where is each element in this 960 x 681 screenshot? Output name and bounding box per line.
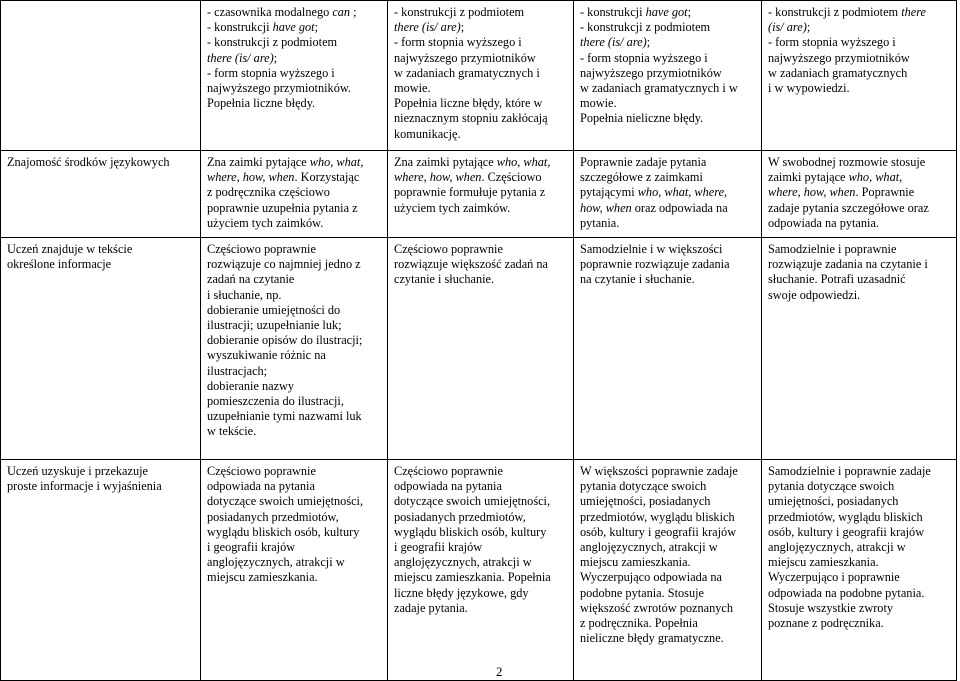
cell-text-line: - konstrukcji z podmiotem [207, 35, 338, 50]
cell-text-line: anglojęzycznych, atrakcji w [207, 555, 345, 570]
cell-text-line: czytanie i słuchanie. [394, 272, 495, 287]
cell-text-line: dobieranie opisów do ilustracji; [207, 333, 363, 348]
grade-description-cell [201, 460, 388, 681]
cell-text-line: Częściowo poprawnie [207, 242, 316, 256]
cell-text-line: - konstrukcji z podmiotem there [768, 5, 927, 19]
cell-text-line: where, how, when. Poprawnie [768, 185, 915, 200]
cell-text-line: rozwiązuje zadania na czytanie i [768, 257, 928, 272]
cell-text-line: anglojęzycznych, atrakcji w [394, 555, 532, 570]
cell-text-line: odpowiada na pytania [207, 479, 315, 494]
grade-description-cell [201, 151, 388, 238]
grade-description-cell [388, 238, 574, 460]
cell-text-line: rozwiązuje większość zadań na [394, 257, 548, 272]
cell-text-line: - form stopnia wyższego i [580, 50, 708, 65]
cell-text-line: swoje odpowiedzi. [768, 287, 861, 302]
cell-text-line: Popełnia liczne błędy. [207, 96, 316, 111]
cell-text-line: Znajomość środków językowych [7, 155, 170, 169]
cell-text-line: i słuchanie, np. [207, 287, 282, 302]
cell-text-line: dobieranie nazwy [207, 378, 295, 393]
cell-text-line: - konstrukcji have got; [580, 5, 692, 19]
cell-text-line: określone informacje [7, 257, 112, 272]
cell-text-line: Popełnia nieliczne błędy. [580, 111, 704, 126]
cell-text-line: poprawnie formułuje pytania z [394, 185, 546, 200]
cell-text-line: how, when oraz odpowiada na [580, 200, 728, 215]
cell-text-line: Wyczerpująco odpowiada na [580, 570, 722, 585]
grade-description-cell [574, 238, 762, 460]
cell-text-line: poprawnie rozwiązuje zadania [580, 257, 730, 272]
cell-text-line: rozwiązuje co najmniej jedno z [207, 257, 361, 272]
cell-text-line: Samodzielnie i w większości [580, 242, 723, 256]
cell-text-line: odpowiada na pytania [394, 479, 502, 494]
cell-text-line: w zadaniach gramatycznych i [394, 65, 540, 80]
cell-text-line: słuchanie. Potrafi uzasadnić [768, 272, 906, 287]
cell-text-line: nieliczne błędy gramatyczne. [580, 631, 724, 646]
cell-text-line: przedmiotów, wyglądu bliskich [768, 509, 923, 524]
grade-description-cell [574, 1, 762, 151]
cell-text-line: odpowiada na podobne pytania. [768, 585, 925, 600]
cell-text-line: pytania. [580, 215, 620, 230]
cell-text-line: there (is/ are); [207, 50, 278, 65]
cell-text-line: anglojęzycznych, atrakcji w [768, 540, 906, 555]
cell-text-line: Częściowo poprawnie [394, 242, 503, 256]
cell-text-line: najwyższego przymiotników. [207, 81, 351, 96]
cell-text-line: liczne błędy językowe, gdy [394, 585, 529, 600]
cell-text-line: dotyczące swoich umiejętności, [394, 494, 551, 509]
page-number: 2 [496, 664, 503, 679]
cell-text-line: umiejętności, posiadanych [768, 494, 899, 509]
cell-text-line: (is/ are); [768, 20, 811, 35]
cell-text-line: Stosuje wszystkie zwroty [768, 600, 894, 615]
cell-text-line: z podręcznika częściowo [207, 185, 330, 200]
cell-text-line: Uczeń uzyskuje i przekazuje [7, 464, 148, 478]
cell-text-line: osób, kultury i geografii krajów [768, 524, 925, 539]
cell-text-line: - form stopnia wyższego i [768, 35, 896, 50]
cell-text-line: umiejętności, posiadanych [580, 494, 711, 509]
criterion-cell [1, 460, 201, 681]
cell-text-line: w zadaniach gramatycznych [768, 65, 908, 80]
cell-text-line: w zadaniach gramatycznych i w [580, 81, 738, 96]
cell-text-line: Zna zaimki pytające who, what, [207, 155, 364, 169]
cell-text-line: mowie. [394, 81, 431, 96]
criterion-cell [1, 151, 201, 238]
cell-text-line: Poprawnie zadaje pytania [580, 155, 707, 169]
cell-text-line: komunikację. [394, 126, 461, 141]
cell-text-line: odpowiada na pytania. [768, 215, 879, 230]
cell-text-line: i w wypowiedzi. [768, 81, 850, 96]
cell-text-line: z podręcznika. Popełnia [580, 616, 698, 631]
cell-text-line: posiadanych przedmiotów, [394, 509, 526, 524]
cell-text-line: zadaje pytania. [394, 600, 468, 615]
cell-text-line: anglojęzycznych, atrakcji w [580, 540, 718, 555]
cell-text-line: dobieranie umiejętności do [207, 302, 341, 317]
cell-text-line: proste informacje i wyjaśnienia [7, 479, 162, 494]
grade-description-cell [388, 1, 574, 151]
cell-text-line: - form stopnia wyższego i [207, 65, 335, 80]
cell-text-line: uzupełnianie tymi nazwami luk [207, 409, 362, 424]
cell-text-line: where, how, when. Częściowo [394, 170, 542, 185]
cell-text-line: pytającymi who, what, where, [580, 185, 728, 200]
cell-text-line: Częściowo poprawnie [394, 464, 503, 478]
cell-text-line: wyglądu bliskich osób, kultury [207, 524, 360, 539]
cell-text-line: i geografii krajów [207, 540, 296, 555]
cell-text-line: there (is/ are); [580, 35, 651, 50]
cell-text-line: there (is/ are); [394, 20, 465, 35]
grade-description-cell [762, 151, 957, 238]
cell-text-line: Wyczerpująco i poprawnie [768, 570, 900, 585]
cell-text-line: wyglądu bliskich osób, kultury [394, 524, 547, 539]
grade-description-cell [574, 460, 762, 681]
cell-text-line: wyszukiwanie różnic na [207, 348, 326, 363]
grade-description-cell [388, 151, 574, 238]
table-row [1, 1, 957, 151]
cell-text-line: nieznacznym stopniu zakłócają [394, 111, 548, 126]
cell-text-line: najwyższego przymiotników [768, 50, 910, 65]
table-row [1, 151, 957, 238]
cell-text-line: - konstrukcji z podmiotem [394, 5, 525, 19]
cell-text-line: zaimki pytające who, what, [768, 170, 903, 185]
cell-text-line: ilustracjach; [207, 363, 268, 378]
grade-description-cell [574, 151, 762, 238]
cell-text-line: podobne pytania. Stosuje [580, 585, 704, 600]
cell-text-line: Popełnia liczne błędy, które w [394, 96, 543, 111]
cell-text-line: najwyższego przymiotników [580, 65, 722, 80]
cell-text-line: miejscu zamieszkania. Popełnia [394, 570, 551, 585]
cell-text-line: Samodzielnie i poprawnie [768, 242, 897, 256]
cell-text-line: przedmiotów, wyglądu bliskich [580, 509, 735, 524]
cell-text-line: zadań na czytanie [207, 272, 295, 287]
cell-text-line: pomieszczenia do ilustracji, [207, 394, 344, 409]
cell-text-line: pytania dotyczące swoich [768, 479, 895, 494]
cell-text-line: - konstrukcji z podmiotem [580, 20, 711, 35]
cell-text-line: Uczeń znajduje w tekście [7, 242, 133, 256]
criterion-cell [1, 1, 201, 151]
cell-text-line: użyciem tych zaimków. [394, 200, 511, 215]
grade-description-cell [201, 238, 388, 460]
cell-text-line: miejscu zamieszkania. [207, 570, 318, 585]
cell-text-line: miejscu zamieszkania. [580, 555, 691, 570]
cell-text-line: Zna zaimki pytające who, what, [394, 155, 551, 169]
cell-text-line: poprawnie uzupełnia pytania z [207, 200, 358, 215]
cell-text-line: większość zwrotów poznanych [580, 600, 733, 615]
grade-description-cell [388, 460, 574, 681]
criterion-cell [1, 238, 201, 460]
grade-description-cell [762, 1, 957, 151]
cell-text-line: W większości poprawnie zadaje [580, 464, 738, 478]
cell-text-line: szczegółowe z zaimkami [580, 170, 703, 185]
cell-text-line: - czasownika modalnego can ; [207, 5, 357, 19]
cell-text-line: poznane z podręcznika. [768, 616, 884, 631]
cell-text-line: w tekście. [207, 424, 257, 439]
cell-text-line: where, how, when. Korzystając [207, 170, 360, 185]
grade-description-cell [762, 238, 957, 460]
cell-text-line: - konstrukcji have got; [207, 20, 319, 35]
cell-text-line: ilustracji; uzupełnianie luk; [207, 318, 342, 333]
grade-description-cell [201, 1, 388, 151]
grade-description-cell [762, 460, 957, 681]
cell-text-line: miejscu zamieszkania. [768, 555, 879, 570]
cell-text-line: mowie. [580, 96, 617, 111]
cell-text-line: i geografii krajów [394, 540, 483, 555]
cell-text-line: W swobodnej rozmowie stosuje [768, 155, 926, 169]
cell-text-line: - form stopnia wyższego i [394, 35, 522, 50]
cell-text-line: pytania dotyczące swoich [580, 479, 707, 494]
cell-text-line: osób, kultury i geografii krajów [580, 524, 737, 539]
cell-text-line: użyciem tych zaimków. [207, 215, 324, 230]
cell-text-line: posiadanych przedmiotów, [207, 509, 339, 524]
cell-text-line: Samodzielnie i poprawnie zadaje [768, 464, 931, 478]
table-row [1, 238, 957, 460]
cell-text-line: zadaje pytania szczegółowe oraz [768, 200, 929, 215]
cell-text-line: na czytanie i słuchanie. [580, 272, 695, 287]
cell-text-line: dotyczące swoich umiejętności, [207, 494, 364, 509]
table-row [1, 460, 957, 681]
cell-text-line: Częściowo poprawnie [207, 464, 316, 478]
cell-text-line: najwyższego przymiotników [394, 50, 536, 65]
